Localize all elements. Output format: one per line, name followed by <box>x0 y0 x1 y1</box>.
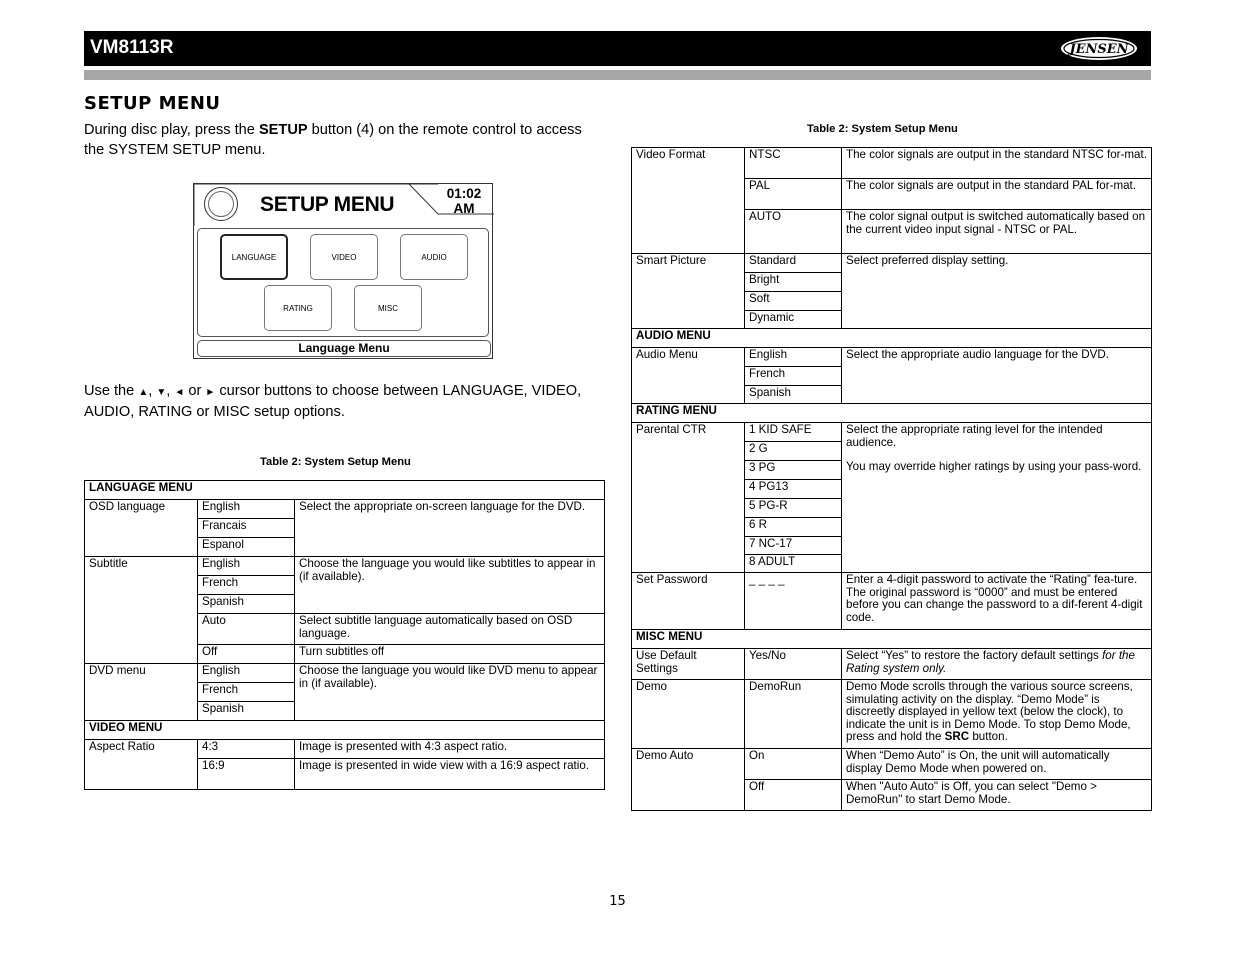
option-cell: English <box>745 348 842 367</box>
option-cell: Standard <box>745 254 842 273</box>
intro-suffix: button (4) on the remote control to access the SYSTEM SETUP menu. <box>84 122 582 158</box>
rating-menu-header: RATING MENU <box>632 404 1152 423</box>
demo-desc: Demo Mode scrolls through the various source screens, simulating activity on the display. “Demo Mode” is discreetly displayed in yellow text (below the clock), to indicate the unit is in Demo Mode. To stop Demo Mode, press and hold the <box>846 680 1133 744</box>
src-keyword: SRC <box>944 730 970 744</box>
description-cell <box>842 649 1152 680</box>
option-cell: Spanish <box>198 595 295 614</box>
description-cell: The color signal output is switched automatically based on the current video input signal - NTSC or PAL. <box>842 210 1152 254</box>
rating-button[interactable]: RATING <box>264 285 332 331</box>
misc-button[interactable]: MISC <box>354 285 422 331</box>
description-cell: Select the appropriate on-screen language for the DVD. <box>295 500 605 557</box>
video-button[interactable]: VIDEO <box>310 234 378 280</box>
parental-ctr-label: Parental CTR <box>632 423 745 573</box>
down-arrow-icon: ▼ <box>156 387 167 398</box>
misc-menu-header: MISC MENU <box>632 630 1152 649</box>
header-bar <box>84 31 1151 66</box>
cursor-or: or <box>184 383 206 399</box>
option-cell: PAL <box>745 179 842 210</box>
option-cell: Soft <box>745 292 842 311</box>
description-cell: Select preferred display setting. <box>842 254 1152 329</box>
osd-language-label: OSD language <box>85 500 198 557</box>
knob-icon <box>204 187 238 221</box>
subtitle-label: Subtitle <box>85 557 198 664</box>
demo-auto-label: Demo Auto <box>632 749 745 811</box>
option-cell: French <box>745 367 842 386</box>
smart-picture-label: Smart Picture <box>632 254 745 329</box>
description-cell: The color signals are output in the standard NTSC for-mat. <box>842 148 1152 179</box>
parental-desc-1: Select the appropriate rating level for the intended audience. <box>846 423 1103 449</box>
option-cell: Spanish <box>745 386 842 404</box>
option-cell: 3 PG <box>745 461 842 480</box>
description-cell: Select the appropriate audio language for the DVD. <box>842 348 1152 404</box>
parental-desc-2: You may override higher ratings by using your pass-word. <box>846 460 1142 474</box>
audio-menu-label: Audio Menu <box>632 348 745 404</box>
option-cell: 4:3 <box>198 740 295 759</box>
option-cell: _ _ _ _ <box>745 573 842 630</box>
logo-text: JENSEN <box>1069 42 1129 57</box>
option-cell: Bright <box>745 273 842 292</box>
demo-desc-end: button. <box>969 730 1008 744</box>
clock-ampm: AM <box>453 201 475 216</box>
option-cell: English <box>198 664 295 683</box>
description-cell: Select subtitle language automatically based on OSD language. <box>295 614 605 645</box>
default-desc-italic: for the Rating system only. <box>846 649 1135 675</box>
set-password-label: Set Password <box>632 573 745 630</box>
option-cell: English <box>198 500 295 519</box>
option-cell: Espanol <box>198 538 295 557</box>
intro-paragraph <box>84 121 584 160</box>
default-desc: Select “Yes” to restore the factory default settings <box>846 649 1103 662</box>
clock <box>438 186 490 216</box>
option-cell: On <box>745 749 842 780</box>
description-cell: Image is presented in wide view with a 16:9 aspect ratio. <box>295 759 605 790</box>
description-cell: Image is presented with 4:3 aspect ratio. <box>295 740 605 759</box>
option-cell: French <box>198 576 295 595</box>
option-cell: Spanish <box>198 702 295 721</box>
screen-footer: Language Menu <box>197 340 491 357</box>
right-arrow-icon: ► <box>205 387 216 398</box>
video-menu-header: VIDEO MENU <box>85 721 605 740</box>
description-cell: Turn subtitles off <box>295 645 605 664</box>
option-cell: 1 KID SAFE <box>745 423 842 442</box>
audio-menu-header: AUDIO MENU <box>632 329 1152 348</box>
description-cell <box>842 680 1152 749</box>
cursor-paragraph: Use the ▲, ▼, ◄ or ► cursor buttons to choose between LANGUAGE, VIDEO, AUDIO, RATING or MISC setup options. <box>84 383 582 420</box>
model-name: VM8113R <box>90 37 174 58</box>
intro-prefix: During disc play, press the <box>84 122 259 138</box>
audio-button[interactable]: AUDIO <box>400 234 468 280</box>
page-number: 15 <box>609 894 626 909</box>
left-arrow-icon: ◄ <box>174 387 185 398</box>
description-cell: When “Demo Auto” is On, the unit will automatically display Demo Mode when powered on. <box>842 749 1152 780</box>
option-cell: 6 R <box>745 518 842 537</box>
option-cell: DemoRun <box>745 680 842 749</box>
menu-panel <box>197 228 489 337</box>
option-cell: NTSC <box>745 148 842 179</box>
aspect-ratio-label: Aspect Ratio <box>85 740 198 790</box>
screen-title: SETUP MENU <box>260 193 395 216</box>
demo-label: Demo <box>632 680 745 749</box>
cursor-prefix: Use the <box>84 383 139 399</box>
left-setup-table <box>84 480 605 790</box>
option-cell: Off <box>745 780 842 811</box>
up-arrow-icon: ▲ <box>138 387 149 398</box>
option-cell: Yes/No <box>745 649 842 680</box>
option-cell: 8 ADULT <box>745 555 842 573</box>
left-table-caption: Table 2: System Setup Menu <box>260 456 411 468</box>
language-button[interactable]: LANGUAGE <box>220 234 288 280</box>
description-cell <box>842 423 1152 573</box>
right-setup-table <box>631 147 1152 811</box>
option-cell: AUTO <box>745 210 842 254</box>
option-cell: Francais <box>198 519 295 538</box>
cursor-suffix: cursor buttons to choose between LANGUAGE, VIDEO, AUDIO, RATING or MISC setup options. <box>84 383 582 420</box>
option-cell: English <box>198 557 295 576</box>
option-cell: French <box>198 683 295 702</box>
description-cell: Choose the language you would like DVD menu to appear in (if available). <box>295 664 605 721</box>
video-format-label: Video Format <box>632 148 745 254</box>
dvd-menu-label: DVD menu <box>85 664 198 721</box>
description-cell: Choose the language you would like subtitles to appear in (if available). <box>295 557 605 614</box>
language-menu-header: LANGUAGE MENU <box>85 481 605 500</box>
section-title: SETUP MENU <box>84 93 221 114</box>
option-cell: 4 PG13 <box>745 480 842 499</box>
setup-keyword: SETUP <box>258 122 308 138</box>
option-cell: Dynamic <box>745 311 842 329</box>
header-rule <box>84 70 1151 80</box>
option-cell: 16:9 <box>198 759 295 790</box>
option-cell: 5 PG-R <box>745 499 842 518</box>
option-cell: Auto <box>198 614 295 645</box>
description-cell: When "Auto Auto" is Off, you can select "Demo > DemoRun" to start Demo Mode. <box>842 780 1152 811</box>
clock-time: 01:02 <box>446 186 482 201</box>
use-default-label: Use Default Settings <box>632 649 745 680</box>
option-cell: 7 NC-17 <box>745 537 842 555</box>
description-cell: Enter a 4-digit password to activate the “Rating” fea-ture. The original password is “0000” and must be entered before you can change the password to a dif-ferent 4-digit code. <box>842 573 1152 630</box>
setup-menu-screen <box>193 183 493 359</box>
description-cell: The color signals are output in the standard PAL for-mat. <box>842 179 1152 210</box>
jensen-logo <box>1059 35 1139 62</box>
right-table-caption: Table 2: System Setup Menu <box>807 123 958 135</box>
option-cell: 2 G <box>745 442 842 461</box>
option-cell: Off <box>198 645 295 664</box>
